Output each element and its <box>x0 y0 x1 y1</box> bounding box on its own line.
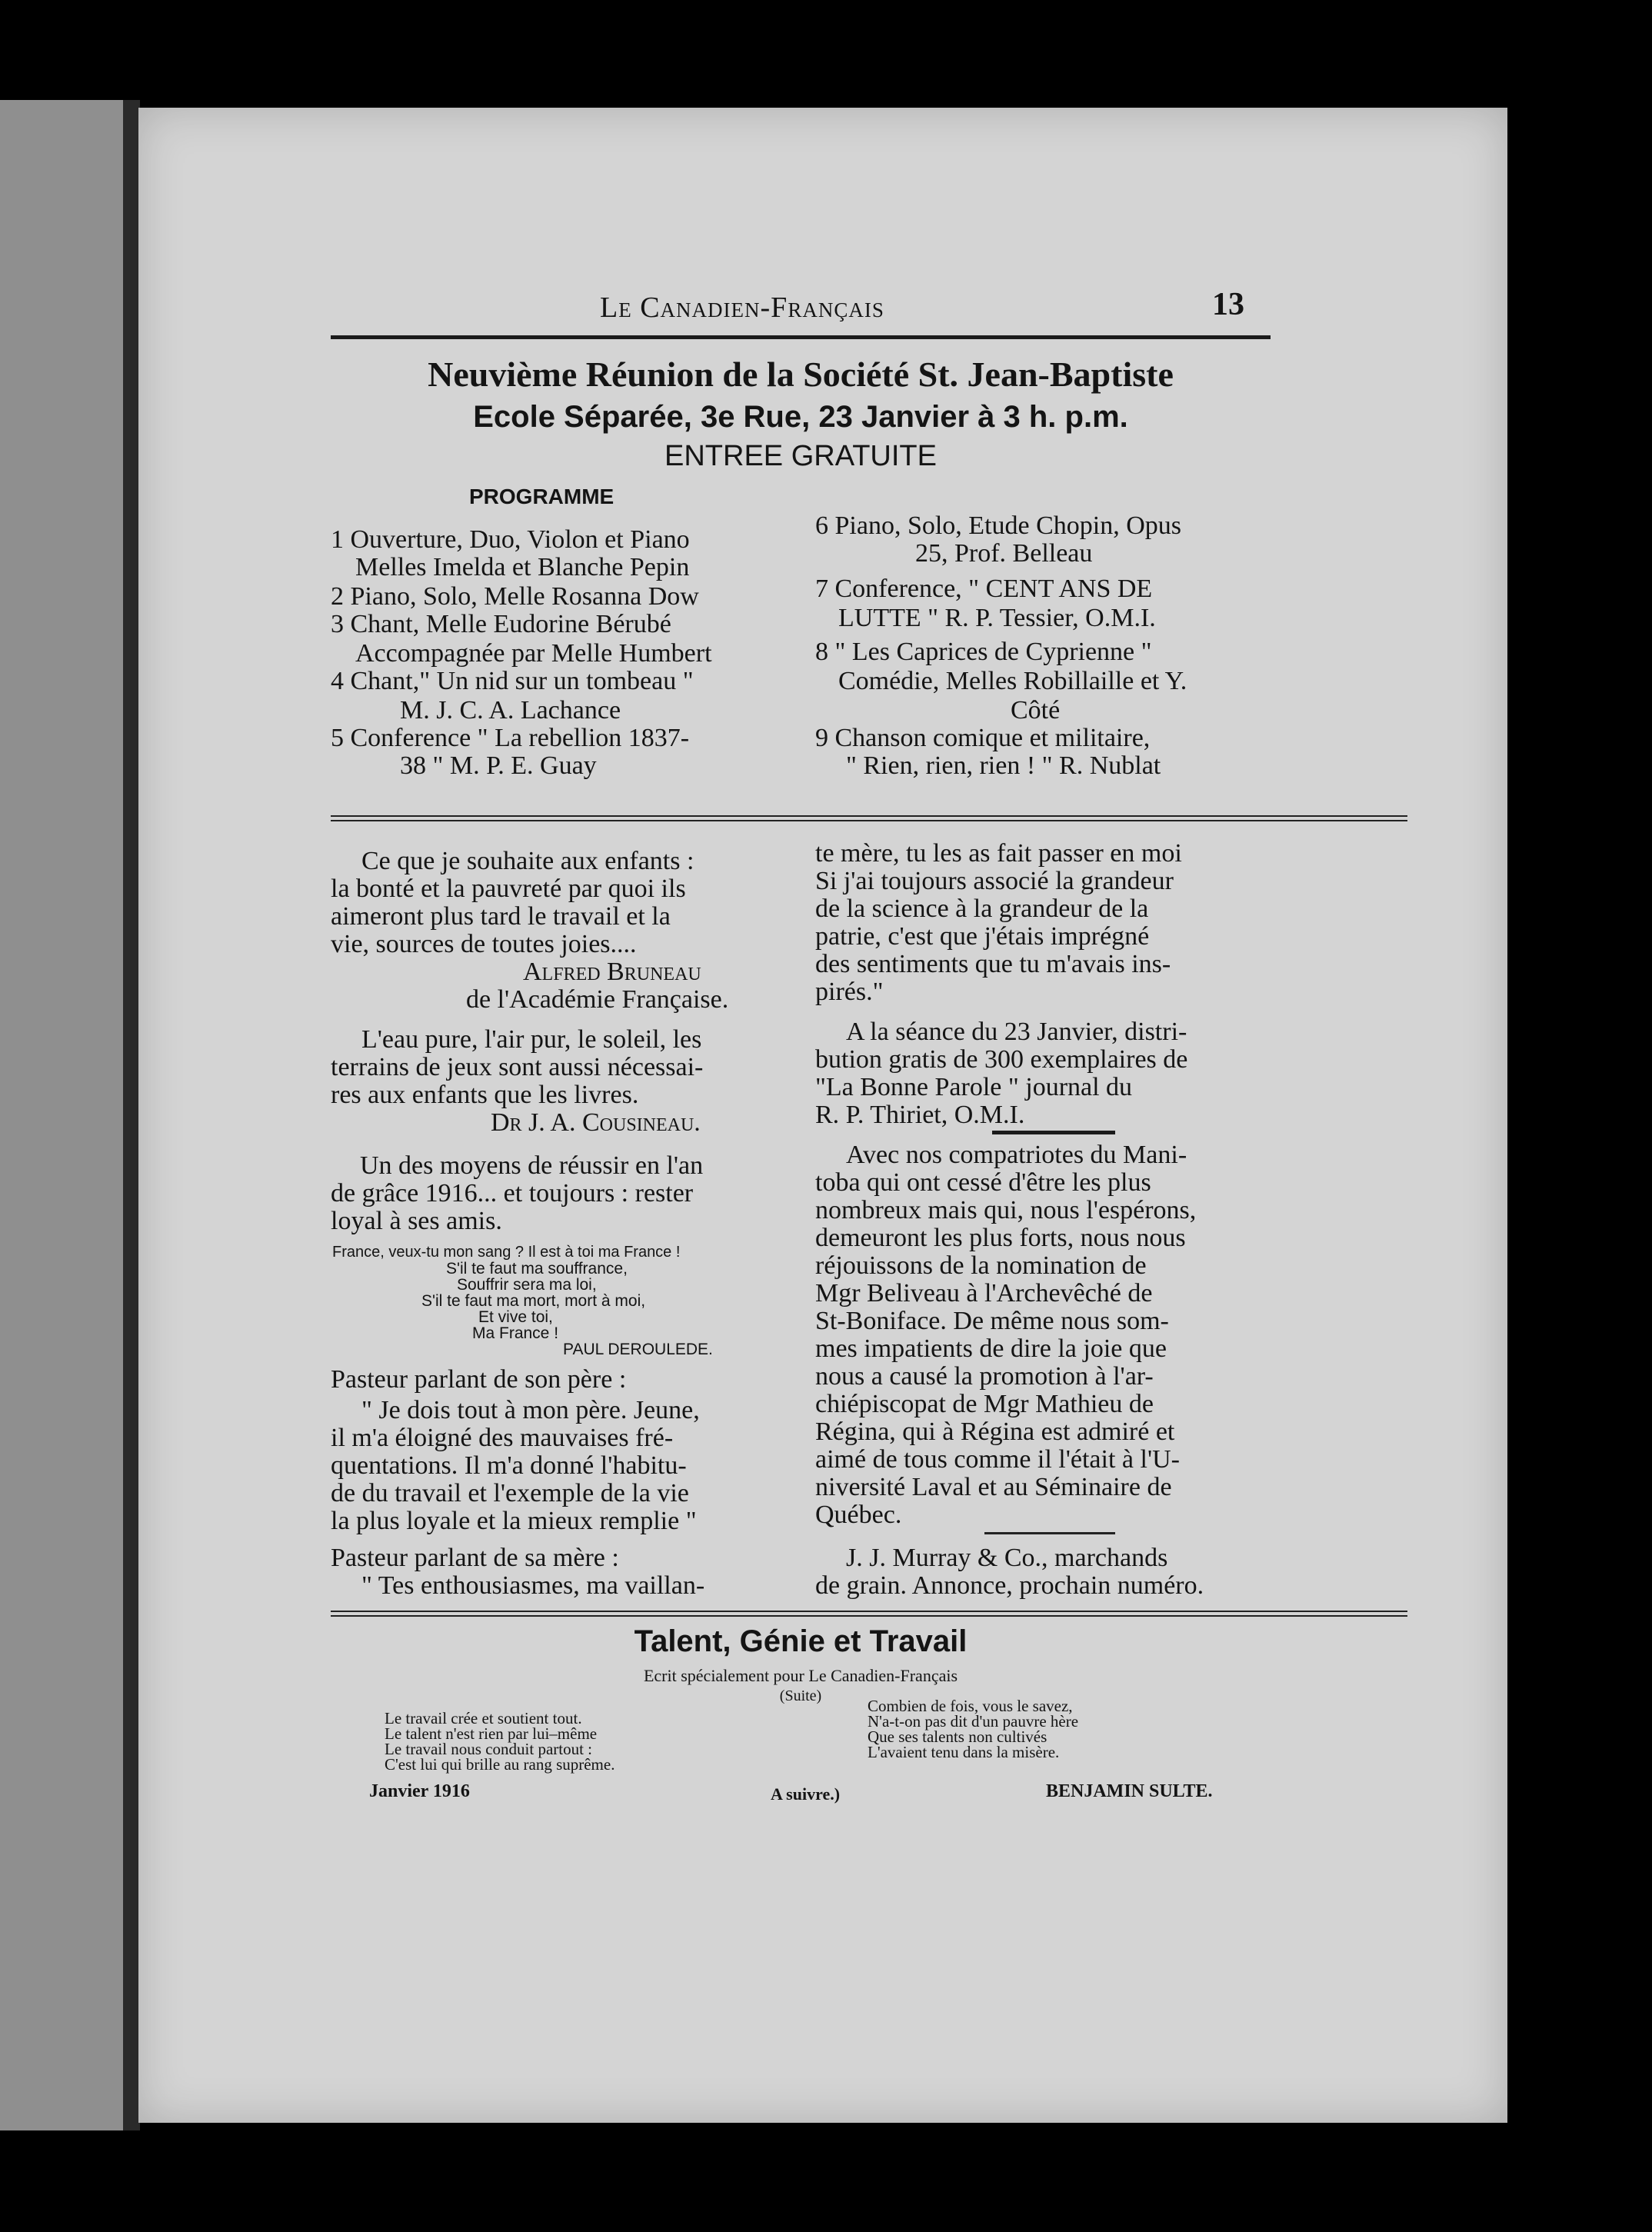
quote-author: de l'Académie Française. <box>466 985 729 1014</box>
quote-line: de du travail et l'exemple de la vie <box>331 1479 689 1507</box>
programme-item: 5 Conference " La rebellion 1837- <box>331 724 690 752</box>
quote-line: patrie, c'est que j'étais imprégné <box>815 922 1150 951</box>
notice-line: demeuront les plus forts, nous nous <box>815 1224 1186 1252</box>
stanza-line: Que ses talents non cultivés <box>868 1727 1047 1746</box>
poem-line: Et vive toi, <box>478 1308 553 1326</box>
poem-line: Souffrir sera ma loi, <box>457 1276 597 1294</box>
quote-author: Dr J. A. Cousineau. <box>491 1108 701 1137</box>
programme-item: 6 Piano, Solo, Etude Chopin, Opus <box>815 511 1182 540</box>
quote-line: res aux enfants que les livres. <box>331 1081 639 1109</box>
notice-line: bution gratis de 300 exemplaires de <box>815 1045 1188 1074</box>
programme-item: 9 Chanson comique et militaire, <box>815 724 1151 752</box>
notice-line: "La Bonne Parole " journal du <box>815 1073 1133 1101</box>
poem-line: S'il te faut ma mort, mort à moi, <box>421 1292 646 1310</box>
quote-line: L'eau pure, l'air pur, le soleil, les <box>361 1025 702 1054</box>
magazine-page <box>138 108 1507 2123</box>
quote-line: Pasteur parlant de sa mère : <box>331 1544 619 1572</box>
programme-item: 2 Piano, Solo, Melle Rosanna Dow <box>331 582 699 611</box>
stanza-line: Combien de fois, vous le savez, <box>868 1697 1073 1715</box>
poem-line: Ma France ! <box>472 1324 559 1342</box>
poem-date: Janvier 1916 <box>369 1781 470 1801</box>
notice-line: nous a causé la promotion à l'ar- <box>815 1362 1154 1391</box>
programme-item: Accompagnée par Melle Humbert <box>355 639 712 668</box>
stanza-line: Le talent n'est rien par lui–même <box>385 1724 598 1743</box>
poem-continued: A suivre.) <box>771 1784 841 1804</box>
poem-line: S'il te faut ma souffrance, <box>446 1260 628 1278</box>
programme-item: 7 Conference, " CENT ANS DE <box>815 575 1153 603</box>
programme-item: Comédie, Melles Robillaille et Y. <box>838 667 1187 695</box>
notice-line: Avec nos compatriotes du Mani- <box>846 1141 1187 1169</box>
notice-line: J. J. Murray & Co., marchands <box>846 1544 1168 1572</box>
quote-line: terrains de jeux sont aussi nécessai- <box>331 1053 704 1081</box>
notice-line: chiépiscopat de Mgr Mathieu de <box>815 1390 1154 1418</box>
column-bottom-rule <box>331 1611 1407 1617</box>
programme-item: M. J. C. A. Lachance <box>400 696 621 725</box>
quote-line: " Tes enthousiasmes, ma vaillan- <box>361 1571 705 1600</box>
quote-line: pirés." <box>815 978 884 1006</box>
programme-item: Côté <box>1011 696 1061 725</box>
programme-item: 1 Ouverture, Duo, Violon et Piano <box>331 525 690 554</box>
section-divider <box>984 1532 1115 1534</box>
quote-line: la bonté et la pauvreté par quoi ils <box>331 874 686 903</box>
programme-heading: PROGRAMME <box>469 485 615 508</box>
section-divider <box>992 1131 1115 1134</box>
header-rule <box>331 335 1271 339</box>
notice-line: A la séance du 23 Janvier, distri- <box>846 1018 1187 1046</box>
quote-line: te mère, tu les as fait passer en moi <box>815 839 1182 868</box>
quote-line: vie, sources de toutes joies.... <box>331 930 637 958</box>
quote-line: Ce que je souhaite aux enfants : <box>361 847 694 875</box>
programme-item: " Rien, rien, rien ! " R. Nublat <box>846 751 1161 780</box>
stanza-line: N'a-t-on pas dit d'un pauvre hère <box>868 1712 1079 1731</box>
quote-line: Un des moyens de réussir en l'an <box>360 1151 704 1180</box>
programme-item: 4 Chant," Un nid sur un tombeau " <box>331 667 694 695</box>
stanza-line: L'avaient tenu dans la misère. <box>868 1743 1060 1761</box>
running-title: Le Canadien-Français <box>600 291 884 324</box>
programme-item: Melles Imelda et Blanche Pepin <box>355 553 690 581</box>
notice-admission: ENTREE GRATUITE <box>664 440 937 472</box>
notice-line: niversité Laval et au Séminaire de <box>815 1473 1172 1501</box>
quote-line: de grâce 1916... et toujours : rester <box>331 1179 694 1208</box>
stanza-line: Le travail crée et soutient tout. <box>385 1709 582 1727</box>
programme-item: 3 Chant, Melle Eudorine Bérubé <box>331 610 671 638</box>
programme-item: 38 " M. P. E. Guay <box>400 751 597 780</box>
notice-line: réjouissons de la nomination de <box>815 1251 1147 1280</box>
facing-page-edge <box>0 100 123 2130</box>
page-number: 13 <box>1212 287 1244 322</box>
notice-line: nombreux mais qui, nous l'espérons, <box>815 1196 1197 1224</box>
notice-line: Québec. <box>815 1501 902 1529</box>
quote-line: Pasteur parlant de son père : <box>331 1365 627 1394</box>
quote-line: " Je dois tout à mon père. Jeune, <box>361 1396 700 1424</box>
poem-title: Talent, Génie et Travail <box>634 1624 968 1658</box>
programme-item: LUTTE " R. P. Tessier, O.M.I. <box>838 604 1156 632</box>
poem-suite: (Suite) <box>779 1687 822 1704</box>
poem-author: BENJAMIN SULTE. <box>1046 1781 1213 1801</box>
poem-byline: Ecrit spécialement pour Le Canadien-Français <box>643 1666 958 1685</box>
stanza-line: Le travail nous conduit partout : <box>385 1740 593 1758</box>
notice-line: Mgr Beliveau à l'Archevêché de <box>815 1279 1153 1308</box>
notice-line: toba qui ont cessé d'être les plus <box>815 1168 1151 1197</box>
notice-line: Régina, qui à Régina est admiré et <box>815 1417 1175 1446</box>
notice-line: mes impatients de dire la joie que <box>815 1334 1167 1363</box>
programme-item: 8 " Les Caprices de Cyprienne " <box>815 638 1152 666</box>
notice-subtitle: Ecole Séparée, 3e Rue, 23 Janvier à 3 h. p.m. <box>473 400 1128 434</box>
poem-author: PAUL DEROULEDE. <box>563 1341 713 1358</box>
quote-line: la plus loyale et la mieux remplie " <box>331 1507 697 1535</box>
stanza-line: C'est lui qui brille au rang suprême. <box>385 1755 615 1774</box>
notice-line: St-Boniface. De même nous som- <box>815 1307 1169 1335</box>
notice-line: R. P. Thiriet, O.M.I. <box>815 1101 1025 1129</box>
notice-line: aimé de tous comme il l'était à l'U- <box>815 1445 1180 1474</box>
book-spine <box>123 100 140 2130</box>
notice-title: Neuvième Réunion de la Société St. Jean-Baptiste <box>428 355 1174 394</box>
quote-line: Si j'ai toujours associé la grandeur <box>815 867 1174 895</box>
notice-bottom-rule <box>331 815 1407 821</box>
quote-line: loyal à ses amis. <box>331 1207 502 1235</box>
quote-line: aimeront plus tard le travail et la <box>331 902 671 931</box>
programme-item: 25, Prof. Belleau <box>915 539 1093 568</box>
quote-line: il m'a éloigné des mauvaises fré- <box>331 1424 674 1452</box>
poem-line: France, veux-tu mon sang ? Il est à toi ma France ! <box>332 1244 681 1261</box>
notice-line: de grain. Annonce, prochain numéro. <box>815 1571 1204 1600</box>
quote-line: quentations. Il m'a donné l'habitu- <box>331 1451 687 1480</box>
quote-line: des sentiments que tu m'avais ins- <box>815 950 1171 978</box>
quote-author: Alfred Bruneau <box>523 958 701 986</box>
quote-line: de la science à la grandeur de la <box>815 894 1149 923</box>
